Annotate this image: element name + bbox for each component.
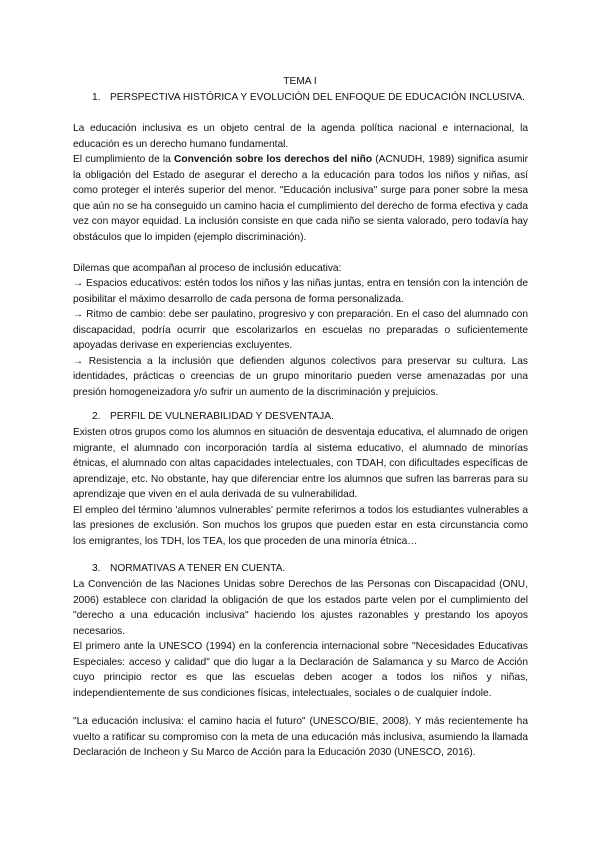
section-1-heading <box>73 90 528 106</box>
section-heading-text: PERFIL DE VULNERABILIDAD Y DESVENTAJA. <box>110 411 334 422</box>
section-3-heading <box>73 561 528 577</box>
paragraph: El empleo del término 'alumnos vulnerables' permite referirnos a todos los estudiantes vulnerables a las presiones de exclusión. Son muchos los grupos que pueden estar en esta circunstancia como los emigrantes, los TDH, los TEA, los que proceden de una minoría étnica… <box>73 504 528 547</box>
section-number: 1. <box>92 92 101 103</box>
paragraph: El primero ante la UNESCO (1994) en la conferencia internacional sobre "Necesidades Educativas Especiales: acceso y calidad" que dio lugar a la Declaración de Salamanca y su Marco de Acción cuyo principio rector es que las escuelas deben acoger a todos los niños y niñas, independientemente de sus condiciones físicas, intelectuales, sociales o de cualquier índole. <box>73 641 528 699</box>
section-3-body-continued <box>73 714 528 761</box>
bullet-item: → Resistencia a la inclusión que defienden algunos colectivos para preservar su cultura. Las identidades, prácticas o creencias de un grupo minoritario pueden verse amenazadas por una presión homogeneizadora y/o sufrir un aumento de la discriminación y prejuicios. <box>73 355 528 398</box>
section-2-body <box>73 425 528 549</box>
section-heading-text: PERSPECTIVA HISTÓRICA Y EVOLUCIÓN DEL ENFOQUE DE EDUCACIÓN INCLUSIVA. <box>110 92 525 103</box>
section-2-heading <box>73 409 528 425</box>
paragraph: La Convención de las Naciones Unidas sobre Derechos de las Personas con Discapacidad (ONU, 2006) establece con claridad la obligación de que los estados parte velen por el cumplimiento del "derecho a una educación inclusiva" haciendo los ajustes razonables y prestando los apoyos necesarios. <box>73 579 528 637</box>
paragraph: La educación inclusiva es un objeto central de la agenda política nacional e internacional, la educación es un derecho humano fundamental. <box>73 123 528 150</box>
document-title: TEMA I <box>283 76 317 87</box>
bullet-item: → Espacios educativos: estén todos los niños y las niñas juntas, entra en tensión con la intención de posibilitar el máximo desarrollo de cada persona de forma personalizada. <box>73 278 528 305</box>
paragraph: "La educación inclusiva: el camino hacia el futuro" (UNESCO/BIE, 2008). Y más recientemente ha vuelto a ratificar su compromiso con la meta de una educación más inclusiva, asumiendo la llamada Declaración de Incheon y Su Marco de Acción para la Educación 2030 (UNESCO, 2016). <box>73 716 528 758</box>
section-1-body <box>73 121 528 400</box>
convention-bold-text: Convención sobre los derechos del niño <box>174 154 373 165</box>
section-3-body <box>73 577 528 701</box>
paragraph: Dilemas que acompañan al proceso de inclusión educativa: <box>73 262 342 274</box>
paragraph: Existen otros grupos como los alumnos en situación de desventaja educativa, el alumnado de origen migrante, el alumnado con incorporación tardía al sistema educativo, el alumnado de minorías étnicas, el alumnado con altas capacidades intelectuales, con TDAH, con dificultades específicas de aprendizaje, etc. No obstante, hay que diferenciar entre los alumnos que sufren las barreras para su aprendizaje que viven en el aula derivada de su vulnerabilidad. <box>73 427 528 500</box>
paragraph: El cumplimiento de la Convención sobre los derechos del niño (ACNUDH, 1989) significa asumir la obligación del Estado de asegurar el derecho a la educación para todos los niños y niñas, así como proteger el interés superior del menor. "Educación inclusiva" surge para poner sobre la mesa que aún no se ha conseguido un camino hacia el cumplimiento del derecho de forma efectiva y cada vez con mayor equidad. La inclusión consiste en que cada niño se sienta valorado, pero todavía hay obstáculos que lo impiden (ejemplo discriminación). <box>73 154 528 243</box>
section-number: 3. <box>92 563 101 574</box>
bullet-item: → Ritmo de cambio: debe ser paulatino, progresivo y con preparación. En el caso del alumnado con discapacidad, podría ocurrir que escolarizarlos en escuelas no preparadas o suficientemente apoyadas derivase en experiencias excluyentes. <box>73 309 528 351</box>
section-heading-text: NORMATIVAS A TENER EN CUENTA. <box>110 563 286 574</box>
section-number: 2. <box>92 411 101 422</box>
